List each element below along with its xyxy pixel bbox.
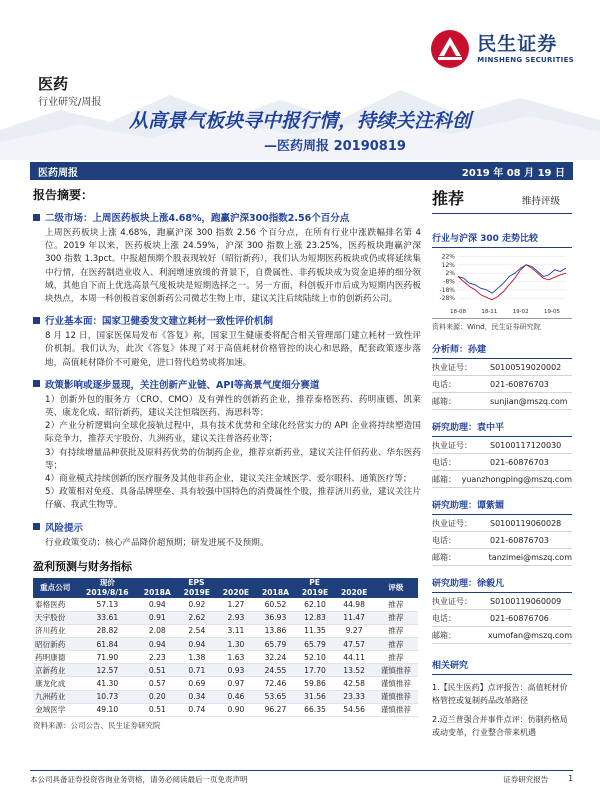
cell-eps-y3: 0.90 (216, 703, 255, 716)
table-row (33, 651, 418, 664)
cell-eps-y2: 0.69 (177, 677, 216, 690)
analyst-email-row (432, 549, 572, 566)
cell-pe-y3: 11.47 (335, 611, 374, 624)
analyst-name: 分析师：孙建 (432, 332, 572, 359)
analyst-cert-row (432, 515, 572, 532)
sector-label: 医药 (38, 75, 69, 93)
section-heading (33, 520, 421, 534)
col-company: 重点公司 (33, 578, 77, 598)
col-price: 现价 (77, 578, 137, 588)
cell-pe-y1: 24.55 (255, 664, 295, 677)
cell-eps-y3: 1.63 (216, 651, 255, 664)
col-pe-y3: 2020E (335, 588, 374, 598)
cell-eps-y3: 1.27 (216, 598, 255, 611)
analyst-email-label: 邮箱： (432, 396, 456, 406)
analyst-phone-value: 021-60876703 (490, 379, 549, 389)
cell-name: 天宇股份 (33, 611, 77, 624)
cell-eps-y1: 0.94 (137, 637, 177, 650)
cell-eps-y3: 2.93 (216, 611, 255, 624)
col-price-date: 2019/8/16 (77, 588, 137, 598)
cell-name: 药明康德 (33, 651, 77, 664)
chart-source: 资料来源：Wind，民生证券研究院 (432, 318, 572, 332)
analyst-phone-value: 021-60876703 (490, 457, 549, 467)
cell-pe-y3: 47.57 (335, 637, 374, 650)
brand-logo (429, 28, 574, 70)
cell-pe-y2: 62.10 (295, 598, 334, 611)
chart-x-tick: 19-05 (544, 309, 560, 315)
analyst-phone-label: 电话： (432, 535, 456, 545)
chart-title: 行业与沪深 300 走势比较 (432, 228, 572, 248)
section-heading (33, 210, 421, 224)
cell-eps-y2: 0.71 (177, 664, 216, 677)
analyst-phone-value: 021-60876703 (490, 535, 549, 545)
section-heading (33, 313, 421, 327)
cell-eps-y2: 0.94 (177, 637, 216, 650)
cell-eps-y1: 0.91 (137, 611, 177, 624)
band-report-name: 医药周报 (38, 167, 78, 179)
summary-title: 报告摘要： (33, 188, 94, 202)
table-row (33, 677, 418, 690)
analyst-cert-value: S0100119060009 (490, 596, 562, 606)
analyst-phone-label: 电话： (432, 379, 456, 389)
cell-pe-y1: 60.52 (255, 598, 295, 611)
analyst-cert-row (432, 359, 572, 376)
col-eps-y2: 2019E (177, 588, 216, 598)
analyst-email-row (432, 393, 572, 410)
cell-eps-y1: 0.57 (137, 677, 177, 690)
cell-eps-y2: 1.38 (177, 651, 216, 664)
cell-rating: 谨慎推荐 (374, 690, 418, 703)
col-eps: EPS (137, 578, 255, 588)
cell-pe-y2: 59.86 (295, 677, 334, 690)
related-research-item: 2.迈兰普强合并事件点评：仿制药格局或动变革，行业整合带来机遇 (432, 715, 568, 737)
page-footer (30, 770, 573, 785)
col-pe-y2: 2019E (295, 588, 334, 598)
cell-eps-y1: 2.08 (137, 624, 177, 637)
cell-pe-y2: 11.35 (295, 624, 334, 637)
cell-eps-y3: 0.97 (216, 677, 255, 690)
report-band (30, 162, 573, 180)
cell-pe-y1: 65.79 (255, 637, 295, 650)
cell-eps-y3: 3.11 (216, 624, 255, 637)
cell-eps-y1: 0.51 (137, 703, 177, 716)
square-bullet-icon (33, 317, 40, 324)
cell-name: 济川药业 (33, 624, 77, 637)
cell-pe-y2: 12.83 (295, 611, 334, 624)
analyst-email-row (432, 627, 572, 644)
financial-table (33, 578, 418, 717)
cell-pe-y3: 44.11 (335, 651, 374, 664)
cell-eps-y2: 2.54 (177, 624, 216, 637)
chart-y-tick: -28% (439, 295, 455, 303)
cell-price: 41.30 (77, 677, 137, 690)
brand-name-en: MINSHENG SECURITIES (477, 56, 574, 64)
rating-box (432, 186, 572, 214)
cell-pe-y1: 32.24 (255, 651, 295, 664)
cell-name: 金域医学 (33, 703, 77, 716)
chart-y-tick: 22% (441, 253, 455, 261)
analyst-email-value[interactable]: xumofan@mszq.com (487, 630, 572, 640)
table-row (33, 664, 418, 677)
cell-name: 泰格医药 (33, 598, 77, 611)
cell-pe-y2: 17.70 (295, 664, 334, 677)
section-heading-text: 行业基本面：国家卫健委发文建立耗材一致性评价机制 (45, 316, 274, 328)
cell-eps-y1: 0.94 (137, 598, 177, 611)
cell-price: 71.90 (77, 651, 137, 664)
cell-pe-y3: 54.56 (335, 703, 374, 716)
cell-rating: 推荐 (374, 637, 418, 650)
analyst-cert-label: 执业证号： (432, 596, 472, 606)
cell-pe-y1: 36.93 (255, 611, 295, 624)
analyst-email-value[interactable]: tanzimei@mszq.com (488, 552, 572, 562)
square-bullet-icon (33, 380, 40, 387)
cell-rating: 谨慎推荐 (374, 677, 418, 690)
related-research-item: 1.【民生医药】点评报告：高值耗材价格管控或复制药品改革路径 (432, 683, 568, 705)
table-source: 资料来源：公司公告、民生证券研究院 (33, 721, 161, 731)
analyst-email-label: 邮箱： (432, 552, 456, 562)
analyst-cert-label: 执业证号： (432, 518, 472, 528)
chart-y-tick: -18% (439, 286, 455, 294)
table-row (33, 690, 418, 703)
section-body: 行业政策变动；核心产品降价超预期；研发进展不及预期。 (45, 537, 269, 548)
chart-y-tick: 2% (445, 270, 455, 278)
page-number: 1 (568, 774, 573, 783)
cell-rating: 谨慎推荐 (374, 664, 418, 677)
analyst-name: 研究助理：徐毅凡 (432, 566, 572, 593)
cell-name: 九洲药业 (33, 690, 77, 703)
cell-pe-y3: 44.98 (335, 598, 374, 611)
footer-disclaimer: 本公司具备证券投资咨询业务资格，请务必阅读最后一页免责声明 (30, 775, 248, 784)
analyst-list (432, 332, 572, 644)
analyst-phone-value: 021-60876706 (490, 613, 549, 623)
analyst-phone-row (432, 610, 572, 627)
report-date: 2019 年 08 月 19 日 (461, 167, 565, 179)
cell-pe-y2: 66.35 (295, 703, 334, 716)
analyst-phone-row (432, 376, 572, 393)
col-eps-y3: 2020E (216, 588, 255, 598)
analyst-cert-label: 执业证号： (432, 362, 472, 372)
analyst-phone-row (432, 454, 572, 471)
analyst-cert-value: S0100117120030 (490, 440, 562, 450)
chart-y-tick: -8% (443, 278, 455, 286)
analyst-name: 研究助理：袁中平 (432, 410, 572, 437)
related-research-title: 相关研究 (432, 654, 572, 675)
chart-x-tick: 19-02 (512, 309, 529, 315)
table-row (33, 624, 418, 637)
chart-y-tick: 12% (441, 261, 455, 269)
cell-eps-y1: 0.51 (137, 664, 177, 677)
col-pe: PE (255, 578, 373, 588)
analyst-email-label: 邮箱： (432, 474, 456, 484)
report-header (0, 0, 600, 158)
section-heading-text: 二级市场：上周医药板块上涨4.68%，跑赢沪深300指数2.56个百分点 (45, 213, 350, 224)
analyst-cert-value: S0100519020002 (490, 362, 562, 372)
rating-value: 推荐 (432, 189, 465, 208)
cell-pe-y1: 96.27 (255, 703, 295, 716)
cell-eps-y3: 1.30 (216, 637, 255, 650)
footer-label: 证券研究报告 (503, 775, 549, 784)
brand-name-cn: 民生证券 (477, 33, 558, 55)
table-row (33, 611, 418, 624)
analyst-email-label: 邮箱： (432, 630, 456, 640)
financial-table-body (33, 598, 418, 717)
square-bullet-icon (33, 214, 40, 221)
square-bullet-icon (33, 523, 40, 530)
cell-name: 康龙化成 (33, 677, 77, 690)
chart-x-tick: 18-11 (481, 309, 498, 315)
cell-pe-y1: 53.65 (255, 690, 295, 703)
cell-price: 49.10 (77, 703, 137, 716)
cell-eps-y1: 0.20 (137, 690, 177, 703)
cell-pe-y2: 65.79 (295, 637, 334, 650)
analyst-cert-label: 执业证号： (432, 440, 472, 450)
trend-chart (432, 250, 572, 316)
col-pe-y1: 2018A (255, 588, 295, 598)
col-rating: 评级 (374, 578, 418, 598)
analyst-phone-row (432, 532, 572, 549)
cell-price: 12.57 (77, 664, 137, 677)
table-row (33, 598, 418, 611)
cell-name: 昭衍新药 (33, 637, 77, 650)
cell-eps-y2: 0.74 (177, 703, 216, 716)
cell-eps-y2: 0.34 (177, 690, 216, 703)
report-title: 从高景气板块寻中报行情，持续关注科创 (128, 110, 471, 132)
cell-eps-y1: 2.23 (137, 651, 177, 664)
rating-note: 维持评级 (521, 196, 560, 207)
minsheng-logo-icon (429, 28, 471, 70)
report-subtitle: —医药周报 20190819 (264, 139, 406, 154)
sidebar (432, 186, 572, 739)
analyst-phone-label: 电话： (432, 613, 456, 623)
analyst-email-value[interactable]: sunjian@mszq.com (490, 396, 568, 406)
cell-eps-y2: 0.92 (177, 598, 216, 611)
main-column (33, 183, 421, 731)
cell-rating: 推荐 (374, 624, 418, 637)
cell-eps-y3: 0.46 (216, 690, 255, 703)
cell-eps-y3: 0.93 (216, 664, 255, 677)
cell-price: 33.61 (77, 611, 137, 624)
analyst-name: 研究助理：谭紫媚 (432, 488, 572, 515)
analyst-cert-row (432, 593, 572, 610)
analyst-cert-row (432, 437, 572, 454)
col-eps-y1: 2018A (137, 588, 177, 598)
chart-x-tick: 18-08 (450, 309, 466, 315)
section-body: 1）创新外包的服务方（CRO、CMO）及有弹性的创新药企业，推荐泰格医药、药明康德、凯莱英、康龙化成、昭衍新药，建议关注恒瑞医药、海思科等； 2）产业分析逻辑向全球化接轨过程中，具有技术优势和全球化经营实力的 API 企业将持续塑造国际竞争力，推荐天宇股份、九洲药业，建议关注普洛药业等； 3）有持续增量品种获批及原料药优势的仿制药企业，推荐京新药业，建议关注仟佰药业、华东医药等； 4）商业模式持续创新的医疗服务及其他非药企业，建议关注金域医学、爱尔眼科、通策医疗等； 5）政策相对免疫、具备品牌壁垒、具有较强中国特色的消费属性个股，推荐济川药业，建议关注片仔癀、我武生物等。 (45, 394, 421, 511)
analyst-cert-value: S0100119060028 (490, 518, 562, 528)
cell-pe-y2: 31.56 (295, 690, 334, 703)
table-row (33, 637, 418, 650)
chart-series-line-1 (458, 265, 566, 300)
analyst-email-row (432, 471, 572, 488)
cell-price: 10.73 (77, 690, 137, 703)
section-body: 上周医药板块上涨 4.68%，跑赢沪深 300 指数 2.56 个百分点，在所有行业中涨跌幅排名第 4 位。2019 年以来，医药板块上涨 24.59%，沪深 300 指数上涨 23.25%，医药板块跑赢沪深 300 指数 1.3pct。中报超预期个股表现较好（昭衍新药），我们认为短期医药板块或仍或将延续集中行情，在医药制造业收入、利润增速放缓的背景下，自费属性、非药板块成为资金追捧的细分领域，其他自下而上优选高景气度板块是短期选择之一。另一方面，科创板开市后成为短期内医药板块热点，本周一科创板首家创新药公司微芯生物上市，建议关注后续陆续上市的创新药公司。 (45, 228, 421, 305)
cell-eps-y2: 2.62 (177, 611, 216, 624)
report-type: 行业研究/周报 (38, 97, 102, 108)
section-body: 8 月 12 日，国家医保局发布《答复》称，国家卫生健康委将配合相关管理部门建立耗材一致性评价机制。我们认为，此次《答复》体现了对于高值耗材价格管控的决心和思路，配套政策逐步落地，高值耗材降价不可避免，进口替代趋势或将加速。 (45, 331, 421, 368)
cell-price: 61.84 (77, 637, 137, 650)
table-title: 盈利预测与财务指标 (33, 559, 132, 573)
cell-rating: 谨慎推荐 (374, 703, 418, 716)
cell-price: 57.13 (77, 598, 137, 611)
cell-pe-y1: 13.86 (255, 624, 295, 637)
section-heading-text: 风险提示 (45, 522, 84, 534)
cell-pe-y1: 72.46 (255, 677, 295, 690)
cell-rating: 推荐 (374, 598, 418, 611)
cell-pe-y3: 13.52 (335, 664, 374, 677)
table-row (33, 703, 418, 716)
cell-rating: 推荐 (374, 651, 418, 664)
cell-pe-y3: 9.27 (335, 624, 374, 637)
analyst-phone-label: 电话： (432, 457, 456, 467)
cell-rating: 推荐 (374, 611, 418, 624)
section-heading-text: 政策影响或逐步显现，关注创新产业链、API等高景气度细分赛道 (45, 379, 320, 391)
section-heading (33, 377, 421, 391)
cell-name: 京新药业 (33, 664, 77, 677)
cell-pe-y2: 52.10 (295, 651, 334, 664)
cell-pe-y3: 42.58 (335, 677, 374, 690)
cell-pe-y3: 23.33 (335, 690, 374, 703)
analyst-email-value[interactable]: yuanzhongping@mszq.com (461, 474, 572, 484)
cell-price: 28.82 (77, 624, 137, 637)
